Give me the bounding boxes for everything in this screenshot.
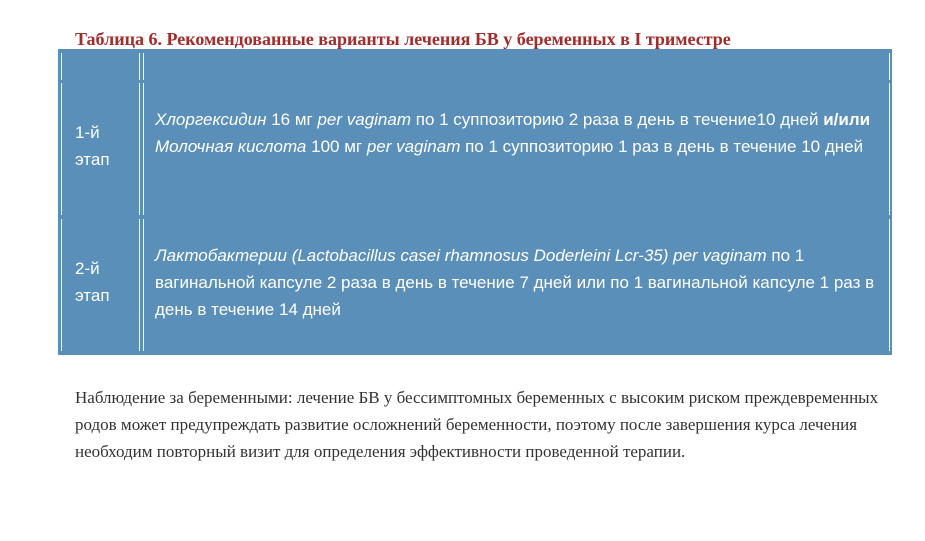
treatment-text-segment: Молочная кислота xyxy=(155,137,307,156)
treatment-text-segment: per vaginam xyxy=(317,110,412,129)
cell-border xyxy=(61,219,62,351)
treatment-cell-1 xyxy=(155,106,880,160)
treatment-table xyxy=(58,49,892,355)
cell-border xyxy=(61,53,62,80)
treatment-text-segment: 16 мг xyxy=(266,110,318,129)
treatment-text-segment: по 1 суппозиторию 1 раз в день в течение 10 дней xyxy=(460,137,864,156)
cell-border xyxy=(889,219,890,351)
cell-border xyxy=(889,53,890,80)
stage-cell-2 xyxy=(75,255,110,309)
stage-label: этап xyxy=(75,286,110,305)
observation-paragraph: Наблюдение за беременными: лечение БВ у бессимптомных беременных с высоким риском преждевременных родов может предупреждать развитие осложнений беременности, поэтому после завершения курса лечения необходим повторный визит для определения эффективности проведенной терапии. xyxy=(75,388,879,461)
treatment-text-segment: 100 мг xyxy=(306,137,367,156)
cell-border xyxy=(143,53,144,80)
treatment-text-segment: per vaginam xyxy=(366,137,461,156)
cell-border xyxy=(139,53,140,80)
treatment-cell-2 xyxy=(155,242,880,323)
cell-border xyxy=(143,83,144,215)
treatment-text-segment: и/или xyxy=(823,110,871,129)
cell-border xyxy=(889,83,890,215)
treatment-text-segment: Хлоргексидин xyxy=(155,110,267,129)
treatment-text-segment: по 1 суппозиторию 2 раза в день в течение10 дней xyxy=(411,110,824,129)
treatment-text-segment: Лактобактерии (Lactobacillus casei rhamnosus Doderleini Lcr-35) per vaginam xyxy=(155,246,767,265)
cell-border xyxy=(61,83,62,215)
cell-border xyxy=(139,83,140,215)
cell-border xyxy=(143,219,144,351)
stage-label: 1-й xyxy=(75,123,100,142)
stage-label: этап xyxy=(75,150,110,169)
stage-label: 2-й xyxy=(75,259,100,278)
treatment-text-segment: по 1 вагинальной капсуле 2 раза в день в течение 7 дней или по 1 вагинальной капсуле 1 раз в день в течение 14 дней xyxy=(155,246,875,319)
cell-border xyxy=(139,219,140,351)
stage-cell-1 xyxy=(75,119,110,173)
table-title: Таблица 6. Рекомендованные варианты лечения БВ у беременных в I триместре xyxy=(75,29,731,49)
